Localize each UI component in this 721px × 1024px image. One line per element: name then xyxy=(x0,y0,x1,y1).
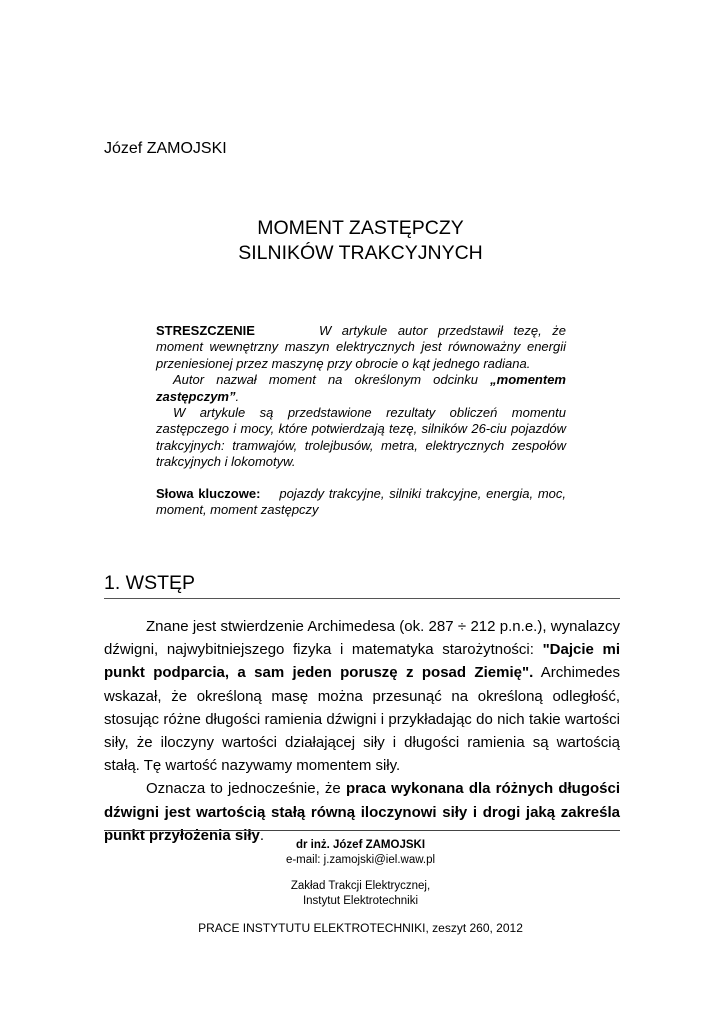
abstract-term: „momentem zastępczym” xyxy=(156,372,566,404)
abstract-label: STRESZCZENIE xyxy=(156,323,255,338)
abstract-text-1: W artykule autor przedstawił tezę, że moment wewnętrzny maszyn elektrycznych jest równoważny energii przeniesionej przez maszynę przy obrocie o kąt jednego radiana. xyxy=(156,323,566,371)
abstract-text-2: Autor nazwał moment na określonym odcinku xyxy=(173,372,491,388)
body-text-2a: Oznacza to jednocześnie, że xyxy=(146,780,346,798)
abstract xyxy=(156,323,566,518)
keywords-label: Słowa kluczowe: xyxy=(156,485,261,501)
body-text-2b: . xyxy=(259,826,265,844)
footer-author xyxy=(0,838,721,868)
title-line-2: SILNIKÓW TRAKCYJNYCH xyxy=(238,242,483,264)
keywords-text: pojazdy trakcyjne, silniki trakcyjne, energia, moc, moment, moment zastępczy xyxy=(156,485,566,518)
footer-divider xyxy=(104,830,620,831)
footer-email: e-mail: j.zamojski@iel.waw.pl xyxy=(285,854,436,866)
body-paragraph-2 xyxy=(104,777,620,847)
journal-citation: PRACE INSTYTUTU ELEKTROTECHNIKI, zeszyt 260, 2012 xyxy=(198,921,523,935)
abstract-text-2-end: . xyxy=(235,388,240,404)
author-name: Józef ZAMOJSKI xyxy=(104,140,227,157)
body-text-1a: Znane jest stwierdzenie Archimedesa (ok. 287 ÷ 212 p.n.e.), wynalazcy dźwigni, najwybitniejszego fizyka i matematyka starożytności: xyxy=(104,618,620,659)
abstract-paragraph-3: W artykule są przedstawione rezultaty obliczeń momentu zastępczego i mocy, które potwierdzają tezę, silników 26-ciu pojazdów trakcyjnych: tramwajów, trolejbusów, metra, elektrycznych zespołów trakcyjnych i lokomotyw. xyxy=(156,405,566,470)
abstract-paragraph-1 xyxy=(156,323,566,372)
body-emphasis: praca wykonana dla różnych długości dźwigni jest wartością stałą równą iloczynowi siły i drogi jaką zakreśla punkt przyłożenia siły xyxy=(104,780,620,844)
footer-affil-1: Zakład Trakcji Elektrycznej, xyxy=(290,880,431,892)
paper-title xyxy=(0,216,721,266)
section-heading: 1. WSTĘP xyxy=(104,570,620,599)
archimedes-quote: "Dajcie mi punkt podparcia, a sam jeden poruszę z posad Ziemię". xyxy=(104,641,620,682)
keywords xyxy=(156,486,566,519)
abstract-paragraph-2 xyxy=(156,372,566,405)
title-line-1: MOMENT ZASTĘPCZY xyxy=(257,217,464,239)
footer-affil-2: Instytut Elektrotechniki xyxy=(302,895,419,907)
footer-affiliation xyxy=(0,879,721,909)
body-text-1b: Archimedes wskazał, że określoną masę można przesunąć na określoną odległość, stosując różne długości ramienia dźwigni i przykładając do nich takie wartości siły, że iloczyny wartości działającej siły i długości ramienia są wartością stałą. Tę wartość nazywamy momentem siły. xyxy=(104,664,620,775)
section-body xyxy=(104,615,620,847)
body-paragraph-1 xyxy=(104,615,620,777)
footer-name: dr inż. Józef ZAMOJSKI xyxy=(295,839,426,851)
